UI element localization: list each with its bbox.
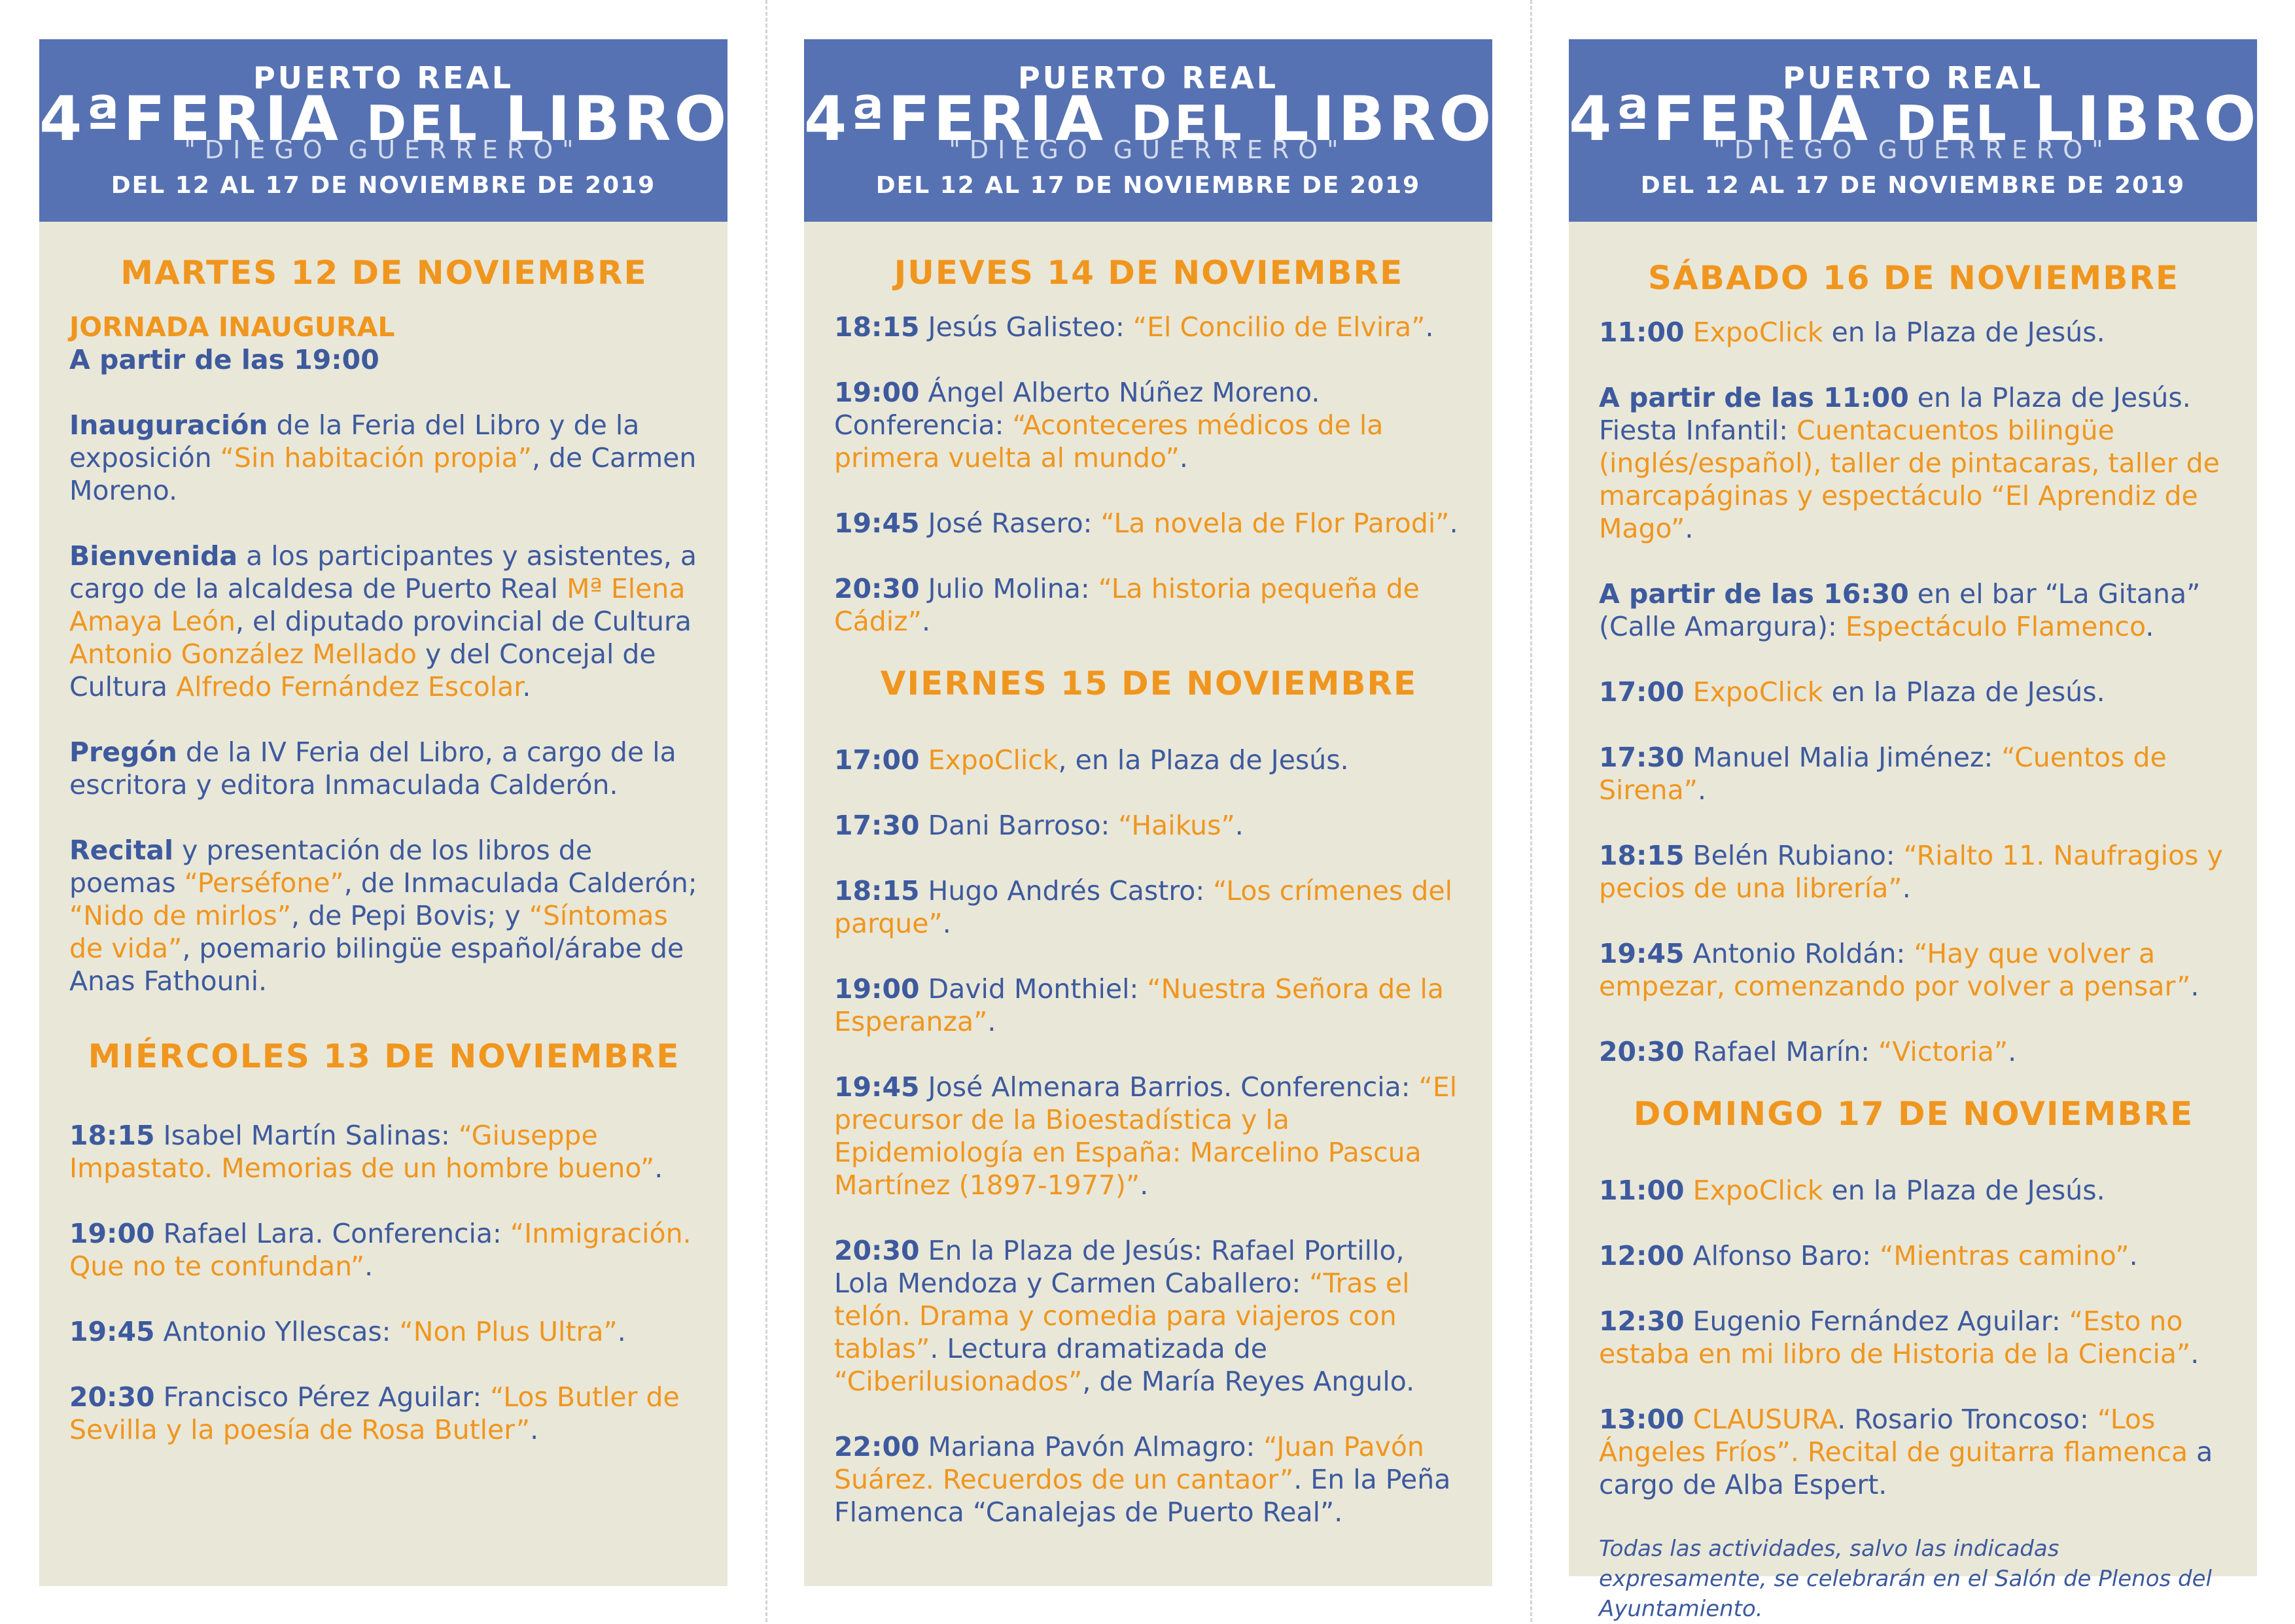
event-item — [69, 1381, 699, 1446]
event-text: Francisco Pérez Aguilar: — [154, 1381, 491, 1413]
header-libro: LIBRO — [1269, 84, 1495, 155]
header-del: DEL — [366, 95, 480, 152]
event-text: , el diputado provincial de Cultura — [235, 606, 692, 637]
event-text: en la Plaza de Jesús. Fiesta Infantil: — [1599, 382, 2191, 446]
event-item — [1599, 676, 2228, 708]
event-title: “Non Plus Ultra” — [399, 1316, 618, 1347]
event-item — [834, 1234, 1463, 1398]
event-item — [834, 1071, 1463, 1201]
event-inauguration — [69, 409, 699, 507]
event-title: “Síntomas de vida” — [69, 900, 668, 964]
footnote: Todas las actividades, salvo las indicadas expresamente, se celebrarán en el Salón de Plenos del Ayuntamiento. — [1599, 1536, 2212, 1622]
event-title: “Los Butler de Sevilla y la poesía de Rosa Butler” — [69, 1381, 680, 1445]
event-time: 17:00 — [1599, 676, 1685, 708]
event-text: en el bar “La Gitana” (Calle Amargura): — [1599, 578, 2201, 642]
event-text — [1685, 1175, 1693, 1206]
event-title: Espectáculo Flamenco — [1845, 611, 2146, 642]
event-item — [834, 572, 1463, 638]
event-time: 20:30 — [1599, 1036, 1685, 1067]
event-item — [69, 1315, 699, 1348]
event-time: 19:00 — [69, 1218, 155, 1249]
day-title-thursday: JUEVES 14 DE NOVIEMBRE — [894, 254, 1404, 292]
event-text: en la Plaza de Jesús. — [1823, 317, 2105, 348]
event-time: 17:30 — [834, 810, 920, 841]
event-time: 11:00 — [1599, 1175, 1685, 1206]
event-text: Alfonso Baro: — [1684, 1240, 1880, 1271]
event-item — [1599, 1403, 2228, 1501]
event-title: “La historia pequeña de Cádiz” — [834, 573, 1420, 637]
event-time: 19:45 — [69, 1316, 155, 1347]
event-pregon — [69, 736, 699, 801]
event-text: a cargo de Alba Espert. — [1599, 1436, 2213, 1500]
event-item — [1599, 741, 2228, 806]
header-del: DEL — [1895, 95, 2010, 152]
event-text: de la Feria del Libro y de la exposición — [69, 409, 640, 474]
event-time: 18:15 — [1599, 840, 1685, 871]
event-title: “El Concilio de Elvira” — [1132, 311, 1426, 343]
header-edition: 4ª — [1569, 84, 1653, 155]
event-text: de la IV Feria del Libro, a cargo de la escritora y editora Inmaculada Calderón. — [69, 736, 676, 801]
event-time: 20:30 — [834, 1235, 920, 1266]
event-text: Isabel Martín Salinas: — [154, 1120, 459, 1151]
event-time: 19:45 — [834, 1071, 920, 1103]
event-text: . — [1685, 513, 1694, 544]
header-subtitle: "DIEGO GUERRERO" — [1713, 135, 2112, 164]
event-title: “Rialto 11. Naufragios y pecios de una librería” — [1599, 840, 2223, 904]
header-city: PUERTO REAL — [253, 60, 514, 95]
panel-content — [39, 222, 727, 1446]
event-time: 19:45 — [1599, 938, 1685, 969]
event-item — [834, 809, 1463, 842]
event-text — [1685, 676, 1693, 708]
event-item — [834, 376, 1463, 474]
event-title: “Perséfone” — [184, 867, 344, 899]
event-item — [834, 744, 1463, 776]
event-item — [834, 507, 1463, 540]
event-text: . — [1697, 774, 1706, 806]
event-text: Dani Barroso: — [919, 810, 1119, 841]
event-time: 12:30 — [1599, 1305, 1685, 1337]
event-text: , de Inmaculada Calderón; — [343, 867, 697, 899]
person-name: Mª Elena Amaya León — [69, 573, 686, 637]
event-item — [69, 1119, 699, 1184]
panel-right — [1569, 39, 2260, 1622]
event-time: 18:15 — [69, 1120, 155, 1151]
event-item — [1599, 839, 2228, 905]
event-text — [1685, 317, 1693, 348]
event-title: “Juan Pavón Suárez. Recuerdos de un cantaor” — [834, 1431, 1424, 1495]
day-title-friday: VIERNES 15 DE NOVIEMBRE — [880, 665, 1418, 702]
event-title: “El precursor de la Bioestadística y la Epidemiología en España: Marcelino Pascua Martínez (1897-1977)” — [834, 1071, 1458, 1201]
event-time: 19:00 — [834, 973, 920, 1005]
header-city: PUERTO REAL — [1782, 60, 2044, 95]
header-subtitle: "DIEGO GUERRERO" — [949, 135, 1348, 164]
header-dates: DEL 12 AL 17 DE NOVIEMBRE DE 2019 — [875, 172, 1421, 199]
event-text: . En la Peña Flamenca “Canalejas de Puerto Real”. — [834, 1464, 1451, 1528]
event-time: 20:30 — [834, 573, 920, 604]
event-text: . — [2145, 611, 2154, 642]
panel-left — [39, 39, 730, 1586]
event-text: . Lectura dramatizada de — [930, 1333, 1267, 1364]
day-title-sunday: DOMINGO 17 DE NOVIEMBRE — [1633, 1095, 2194, 1133]
header-dates: DEL 12 AL 17 DE NOVIEMBRE DE 2019 — [111, 172, 656, 199]
event-title: “Mientras camino” — [1880, 1240, 2129, 1271]
event-item — [1599, 316, 2228, 349]
event-time: 17:30 — [1599, 742, 1685, 773]
event-title: “Sin habitación propia” — [220, 442, 532, 474]
event-text: En la Plaza de Jesús: Rafael Portillo, Lola Mendoza y Carmen Caballero: — [834, 1235, 1405, 1299]
event-text: Julio Molina: — [919, 573, 1098, 604]
event-title: Cuentacuentos bilingüe (inglés/español), taller de pintacaras, taller de marcapáginas y espectáculo “El Aprendiz de Mago” — [1599, 415, 2220, 544]
event-title: “Aconteceres médicos de la primera vuelta al mundo” — [834, 409, 1384, 474]
event-title: “Nido de mirlos” — [69, 900, 291, 931]
event-text: Jesús Galisteo: — [919, 311, 1133, 343]
event-text: José Almenara Barrios. Conferencia: — [919, 1071, 1419, 1103]
event-text: Manuel Malia Jiménez: — [1684, 742, 2002, 773]
event-text: . — [522, 671, 531, 702]
header-subtitle: "DIEGO GUERRERO" — [184, 135, 583, 164]
panel-header — [1569, 39, 2260, 222]
event-title: “La novela de Flor Parodi” — [1100, 508, 1450, 539]
event-text: . — [2190, 971, 2199, 1002]
day-title-wednesday: MIÉRCOLES 13 DE NOVIEMBRE — [88, 1037, 680, 1075]
event-text: . — [921, 606, 930, 637]
event-text: Eugenio Fernández Aguilar: — [1684, 1305, 2069, 1337]
event-text: . — [2190, 1338, 2199, 1370]
event-text: . — [1425, 311, 1434, 343]
event-text: a los participantes y asistentes, a cargo de la alcaldesa de Puerto Real — [69, 540, 697, 604]
event-item — [1599, 578, 2228, 643]
event-title: “Inmigración. Que no te confundan” — [69, 1218, 692, 1282]
event-welcome — [69, 540, 699, 703]
event-recital — [69, 834, 699, 997]
event-time: 17:00 — [834, 744, 920, 776]
event-time: 20:30 — [69, 1381, 155, 1413]
event-text: Ángel Alberto Núñez Moreno. Conferencia: — [834, 377, 1320, 441]
event-text: . — [942, 908, 951, 939]
header-edition: 4ª — [39, 84, 124, 155]
event-text: David Monthiel: — [919, 973, 1148, 1005]
event-time: 18:15 — [834, 875, 920, 907]
event-text: . — [1449, 508, 1458, 539]
event-title: “Cuentos de Sirena” — [1599, 742, 2167, 806]
event-item — [1599, 937, 2228, 1003]
header-feria: FERIA — [123, 84, 342, 155]
event-title: “Giuseppe Impastato. Memorias de un hombre bueno” — [69, 1120, 655, 1184]
event-label: Bienvenida — [69, 540, 238, 572]
event-time: 19:45 — [834, 508, 920, 539]
event-text: , poemario bilingüe español/árabe de Anas Fathouni. — [69, 933, 684, 997]
event-item — [1599, 1174, 2228, 1207]
event-text: . — [654, 1152, 663, 1184]
event-text: . — [364, 1251, 374, 1282]
event-title: ExpoClick — [1692, 1175, 1823, 1206]
panel-middle — [804, 39, 1495, 1586]
event-text: . Rosario Troncoso: — [1837, 1404, 2097, 1435]
day-title-saturday: SÁBADO 16 DE NOVIEMBRE — [1648, 259, 2179, 297]
header-libro: LIBRO — [2034, 84, 2260, 155]
event-text: . — [2129, 1240, 2138, 1271]
event-title: “Hay que volver a empezar, comenzando por volver a pensar” — [1599, 938, 2191, 1002]
event-title: “Los Ángeles Fríos”. Recital de guitarra flamenca — [1599, 1404, 2188, 1468]
header-edition: 4ª — [804, 84, 888, 155]
event-text: . — [530, 1414, 539, 1445]
event-text: . — [1140, 1169, 1149, 1201]
opening-label: JORNADA INAUGURAL — [69, 311, 395, 343]
fold-line-left — [765, 0, 767, 1622]
event-text: . — [1235, 810, 1244, 841]
event-item — [834, 311, 1463, 343]
event-title: CLAUSURA — [1692, 1404, 1838, 1435]
event-time: 19:00 — [834, 377, 920, 408]
event-text: , de Pepi Bovis; y — [291, 900, 529, 931]
opening-time: A partir de las 19:00 — [69, 344, 379, 375]
event-text: en la Plaza de Jesús. — [1823, 676, 2105, 708]
event-text: . — [1902, 872, 1911, 904]
event-item — [834, 1430, 1463, 1529]
panel-header — [804, 39, 1495, 222]
event-time: 13:00 — [1599, 1404, 1685, 1435]
panel-content — [1569, 222, 2257, 1624]
event-title: “Los crímenes del parque” — [834, 875, 1452, 939]
event-text: , de María Reyes Angulo. — [1082, 1366, 1415, 1397]
fold-line-right — [1530, 0, 1532, 1622]
event-text: Antonio Roldán: — [1684, 938, 1914, 969]
event-time: 11:00 — [1599, 317, 1685, 348]
person-name: Alfredo Fernández Escolar — [176, 671, 523, 702]
event-title: ExpoClick — [1692, 317, 1823, 348]
event-label: Inauguración — [69, 409, 268, 441]
event-title: “Victoria” — [1878, 1036, 2008, 1067]
header-feria: FERIA — [888, 84, 1106, 155]
event-item — [1599, 1035, 2228, 1068]
event-text: . — [2008, 1036, 2017, 1067]
event-text: . — [1179, 442, 1188, 474]
event-title: “Ciberilusionados” — [834, 1366, 1083, 1397]
event-text: José Rasero: — [919, 508, 1101, 539]
event-text — [1685, 1404, 1693, 1435]
header-libro: LIBRO — [504, 84, 730, 155]
header-dates: DEL 12 AL 17 DE NOVIEMBRE DE 2019 — [1640, 172, 2186, 199]
event-text: Belén Rubiano: — [1684, 840, 1904, 871]
event-text: y del Concejal de Cultura — [69, 638, 656, 702]
event-time: A partir de las 11:00 — [1599, 382, 1909, 413]
event-text — [920, 744, 928, 776]
header-del: DEL — [1130, 95, 1245, 152]
event-title: ExpoClick — [1692, 676, 1823, 708]
event-label: Recital — [69, 835, 174, 866]
event-text: en la Plaza de Jesús. — [1823, 1175, 2105, 1206]
opening-block — [69, 311, 699, 376]
event-item — [1599, 1305, 2228, 1370]
event-text: Rafael Marín: — [1684, 1036, 1879, 1067]
event-item — [1599, 1239, 2228, 1272]
event-text: . — [617, 1316, 626, 1347]
event-title: “Haikus” — [1118, 810, 1235, 841]
event-item — [834, 874, 1463, 940]
event-item — [69, 1217, 699, 1283]
header-feria: FERIA — [1653, 84, 1871, 155]
event-text: Antonio Yllescas: — [154, 1316, 400, 1347]
event-time: A partir de las 16:30 — [1599, 578, 1909, 610]
event-item — [1599, 381, 2228, 545]
event-title: ExpoClick — [928, 744, 1059, 776]
event-time: 12:00 — [1599, 1240, 1685, 1271]
event-text: , de Carmen Moreno. — [69, 442, 697, 506]
panel-header — [39, 39, 730, 222]
event-text: Mariana Pavón Almagro: — [919, 1431, 1264, 1462]
event-time: 18:15 — [834, 311, 920, 343]
event-label: Pregón — [69, 736, 177, 768]
event-text: Hugo Andrés Castro: — [919, 875, 1214, 907]
event-title: “Tras el telón. Drama y comedia para viajeros con tablas” — [834, 1268, 1410, 1364]
header-city: PUERTO REAL — [1017, 60, 1279, 95]
event-text: y presentación de los libros de poemas — [69, 835, 593, 899]
day-title-tuesday: MARTES 12 DE NOVIEMBRE — [120, 254, 648, 292]
event-title: “Esto no estaba en mi libro de Historia de la Ciencia” — [1599, 1305, 2191, 1370]
event-time: 22:00 — [834, 1431, 920, 1462]
event-item — [834, 973, 1463, 1038]
person-name: Antonio González Mellado — [69, 638, 417, 670]
panel-content — [804, 222, 1492, 1529]
event-text: Rafael Lara. Conferencia: — [154, 1218, 510, 1249]
event-text: , en la Plaza de Jesús. — [1058, 744, 1349, 776]
event-title: “Nuestra Señora de la Esperanza” — [834, 973, 1445, 1037]
event-text: . — [987, 1006, 996, 1037]
